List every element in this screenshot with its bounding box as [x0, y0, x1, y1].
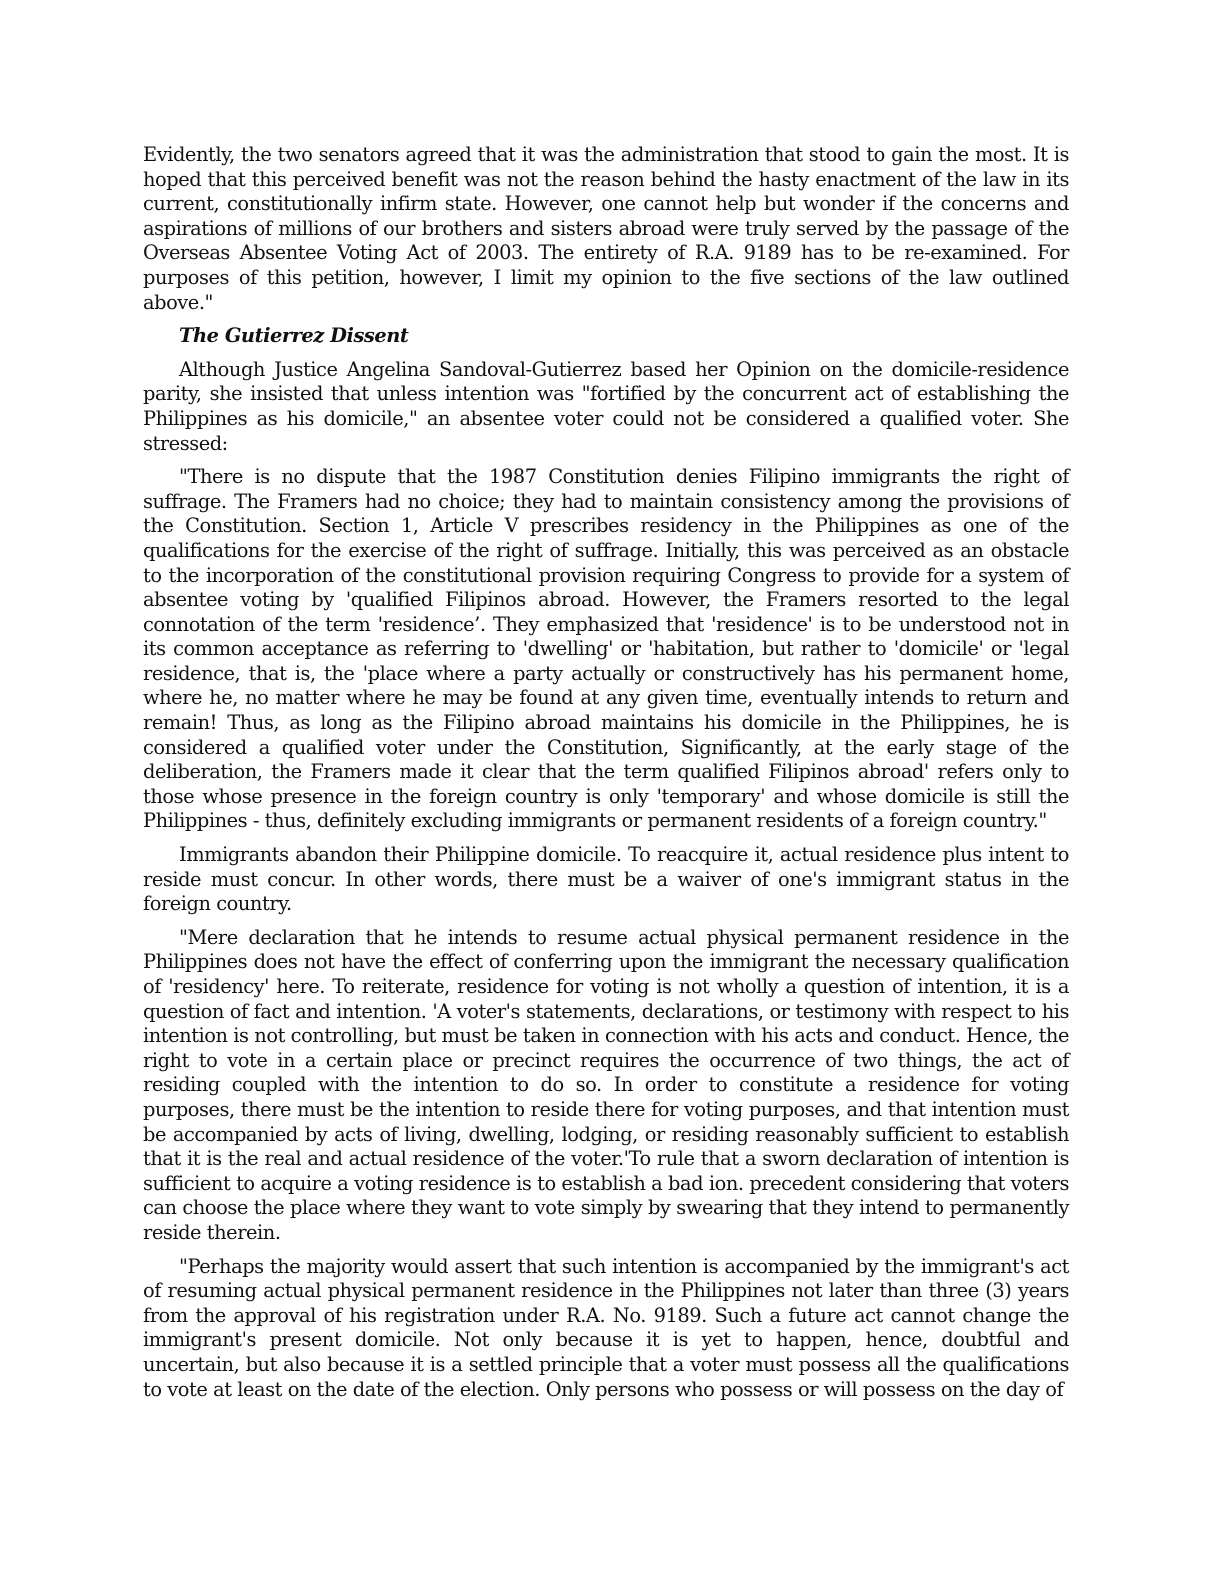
quoted-paragraph-majority: "Perhaps the majority would assert that such intention is accompanied by the immigrant's act of resuming actual physical permanent residence in the Philippines not later than three (3) years from the approval of his registration under R.A. No. 9189. Such a future act cannot change the immigrant's present domicile. Not only because it is yet to happen, hence, doubtful and uncertain, but also because it is a settled principle that a voter must possess all the qualifications to vote at least on the date of the election. Only persons who possess or will possess on the day of: [143, 1254, 1069, 1401]
quoted-paragraph-declaration: "Mere declaration that he intends to resume actual physical permanent residence in the Philippines does not have the effect of conferring upon the immigrant the necessary qualification of 'residency' here. To reiterate, residence for voting is not wholly a question of intention, it is a question of fact and intention. 'A voter's statements, declarations, or testimony with respect to his intention is not controlling, but must be taken in connection with his acts and conduct. Hence, the right to vote in a certain place or precinct requires the occurrence of two things, the act of residing coupled with the intention to do so. In order to constitute a residence for voting purposes, there must be the intention to reside there for voting purposes, and that intention must be accompanied by acts of living, dwelling, lodging, or residing reasonably sufficient to establish that it is the real and actual residence of the voter.'To rule that a sworn declaration of intention is sufficient to acquire a voting residence is to establish a bad ion. precedent considering that voters can choose the place where they want to vote simply by swearing that they intend to permanently reside therein.: [143, 925, 1069, 1244]
immigrants-paragraph: Immigrants abandon their Philippine domicile. To reacquire it, actual residence plus intent to reside must concur. In other words, there must be a waiver of one's immigrant status in the foreign country.: [143, 843, 1069, 916]
section-heading: The Gutierrez Dissent: [179, 324, 409, 348]
gutierrez-intro-paragraph: Although Justice Angelina Sandoval-Gutierrez based her Opinion on the domicile-residence parity, she insisted that unless intention was "fortified by the concurrent act of establishing the Philippines as his domicile," an absentee voter could not be considered a qualified voter. She stressed:: [143, 357, 1069, 455]
document-page: [143, 143, 1069, 1411]
opinion-closing-paragraph: Evidently, the two senators agreed that it was the administration that stood to gain the most. It is hoped that this perceived benefit was not the reason behind the hasty enactment of the law in its current, constitutionally infirm state. However, one cannot help but wonder if the concerns and aspirations of millions of our brothers and sisters abroad were truly served by the passage of the Overseas Absentee Voting Act of 2003. The entirety of R.A. 9189 has to be re-examined. For purposes of this petition, however, I limit my opinion to the five sections of the law outlined above.": [143, 143, 1069, 314]
quoted-paragraph-suffrage: "There is no dispute that the 1987 Constitution denies Filipino immigrants the right of suffrage. The Framers had no choice; they had to maintain consistency among the provisions of the Constitution. Section 1, Article V prescribes residency in the Philippines as one of the qualifications for the exercise of the right of suffrage. Initially, this was perceived as an obstacle to the incorporation of the constitutional provision requiring Congress to provide for a system of absentee voting by 'qualified Filipinos abroad. However, the Framers resorted to the legal connotation of the term 'residence’. They emphasized that 'residence' is to be understood not in its common acceptance as referring to 'dwelling' or 'habitation, but rather to 'domicile' or 'legal residence, that is, the 'place where a party actually or constructively has his permanent home, where he, no matter where he may be found at any given time, eventually intends to return and remain! Thus, as long as the Filipino abroad maintains his domicile in the Philippines, he is considered a qualified voter under the Constitution, Significantly, at the early stage of the deliberation, the Framers made it clear that the term qualified Filipinos abroad' refers only to those whose presence in the foreign country is only 'temporary' and whose domicile is still the Philippines - thus, definitely excluding immigrants or permanent residents of a foreign country.": [143, 465, 1069, 833]
